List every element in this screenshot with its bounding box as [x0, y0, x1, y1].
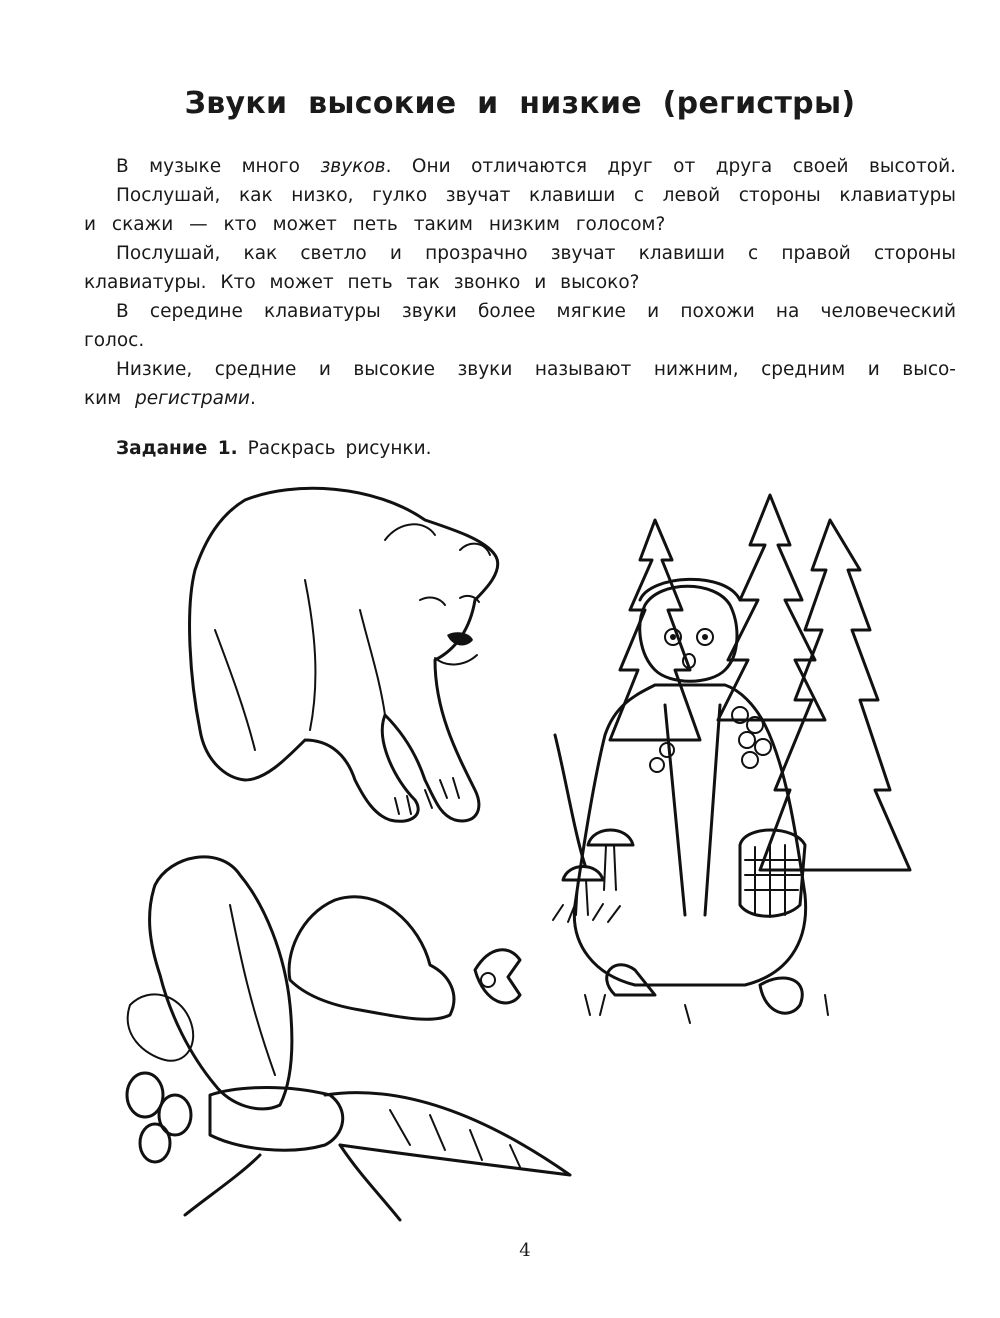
- task-line: [116, 438, 432, 459]
- p4-line-2: голос.: [84, 330, 145, 351]
- paragraph-2: [84, 181, 956, 239]
- bird-oak-illustration: [90, 845, 590, 1230]
- task-label: Задание 1.: [116, 438, 238, 459]
- paragraph-4: [84, 297, 956, 355]
- girl-illustration: [545, 575, 845, 1035]
- p5-italic-word: регистрами: [135, 388, 250, 409]
- p1-italic-word: звуков: [320, 156, 386, 177]
- p1-text-a: В музыке много: [116, 156, 321, 177]
- paragraph-5: [84, 355, 956, 413]
- p5-line-1: Низкие, средние и высокие звуки называют нижним, средним и высо-: [116, 359, 956, 380]
- bear-illustration: [185, 480, 515, 840]
- p2-line-1: Послушай, как низко, гулко звучат клавиши с левой стороны клавиатуры: [116, 185, 956, 206]
- page-number: 4: [519, 1240, 531, 1261]
- p4-line-1: В середине клавиатуры звуки более мягкие и похожи на человеческий: [116, 301, 956, 322]
- task-text: Раскрась рисунки.: [247, 438, 432, 459]
- p3-line-2: клавиатуры. Кто может петь так звонко и высоко?: [84, 272, 640, 293]
- page-title: Звуки высокие и низкие (регистры): [184, 86, 856, 121]
- p5-text-c: .: [249, 388, 256, 409]
- p1-text-c: . Они отличаются друг от друга своей высотой.: [385, 156, 957, 177]
- p5-text-a: ким: [84, 388, 136, 409]
- paragraph-1: [84, 152, 956, 181]
- paragraph-3: [84, 239, 956, 297]
- p3-line-1: Послушай, как светло и прозрачно звучат клавиши с правой стороны: [116, 243, 956, 264]
- p2-line-2: и скажи — кто может петь таким низким голосом?: [84, 214, 666, 235]
